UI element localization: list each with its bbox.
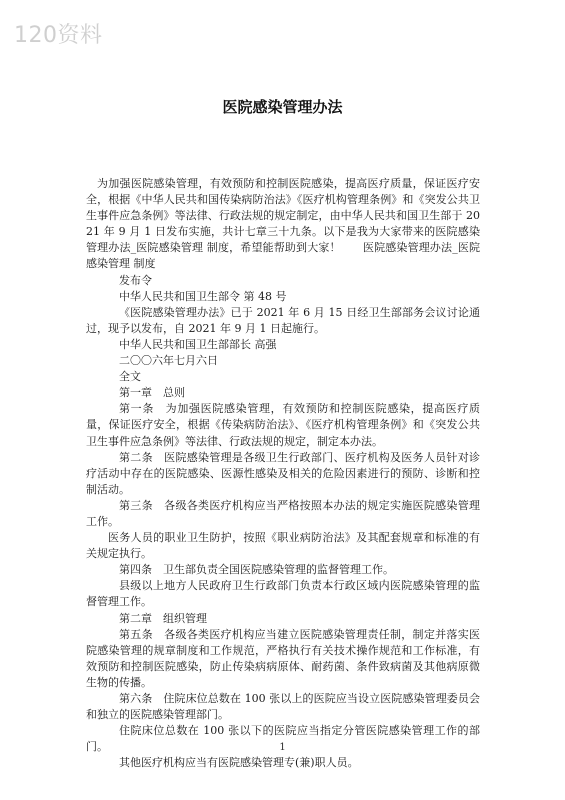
article-paragraph: 县级以上地方人民政府卫生行政部门负责本行政区域内医院感染管理的监督管理工作。 (86, 579, 480, 609)
signatory: 中华人民共和国卫生部部长 高强 (119, 337, 277, 351)
release-order-heading: 发布令 (119, 273, 152, 287)
chapter-heading: 第一章 总则 (119, 386, 185, 400)
announcement-paragraph: 《医院感染管理办法》已于 2021 年 6 月 15 日经卫生部部务会议讨论通过，现予以发布，自 2021 年 9 月 1 日起施行。 (86, 305, 480, 335)
page-number: 1 (279, 742, 286, 753)
document-title: 医院感染管理办法 (222, 98, 343, 116)
article-paragraph: 其他医疗机构应当有医院感染管理专(兼)职人员。 (119, 756, 359, 770)
document-body (86, 176, 480, 771)
watermark-logo: 120资料 (14, 23, 103, 48)
article-paragraph: 第四条 卫生部负责全国医院感染管理的监督管理工作。 (119, 563, 394, 577)
full-text-heading: 全文 (119, 370, 141, 384)
order-number: 中华人民共和国卫生部令 第 48 号 (119, 289, 287, 303)
article-paragraph: 第三条 各级各类医疗机构应当严格按照本办法的规定实施医院感染管理工作。 (86, 498, 480, 528)
chapter-heading: 第二章 组织管理 (119, 611, 207, 625)
article-paragraph: 医务人员的职业卫生防护，按照《职业病防治法》及其配套规章和标准的有关规定执行。 (86, 531, 480, 561)
article-paragraph: 第一条 为加强医院感染管理，有效预防和控制医院感染，提高医疗质量，保证医疗安全，根据《传染病防治法》、《医疗机构管理条例》和《突发公共卫生事件应急条例》等法律、行政法规的规定，制定本办法。 (86, 402, 480, 448)
signing-date: 二〇〇六年七月六日 (119, 354, 218, 368)
article-paragraph: 第六条 住院床位总数在 100 张以上的医院应当设立医院感染管理委员会和独立的医院感染管理部门。 (86, 692, 480, 722)
intro-paragraph: 为加强医院感染管理，有效预防和控制医院感染，提高医疗质量，保证医疗安全，根据《中华人民共和国传染病防治法》《医疗机构管理条例》和《突发公共卫生事件应急条例》等法律、行政法规的规定制定，由中华人民共和国卫生部于 2021 年 9 月 1 日发布实施，共计七章三十九条。以下是我为大家带来的医院感染管理办法_医院感染管理 制度，希望能帮助到大家！ 医院感染管理办法_医院感染管理 制度 (86, 177, 480, 271)
article-paragraph: 第五条 各级各类医疗机构应当建立医院感染管理责任制，制定并落实医院感染管理的规章制度和工作规范，严格执行有关技术操作规范和工作标准，有效预防和控制医院感染，防止传染病病原体、耐药菌、条件致病菌及其他病原微生物的传播。 (86, 627, 480, 689)
article-paragraph: 住院床位总数在 100 张以下的医院应当指定分管医院感染管理工作的部门。 (86, 724, 480, 754)
article-paragraph: 第二条 医院感染管理是各级卫生行政部门、医疗机构及医务人员针对诊疗活动中存在的医院感染、医源性感染及相关的危险因素进行的预防、诊断和控制活动。 (86, 450, 480, 496)
